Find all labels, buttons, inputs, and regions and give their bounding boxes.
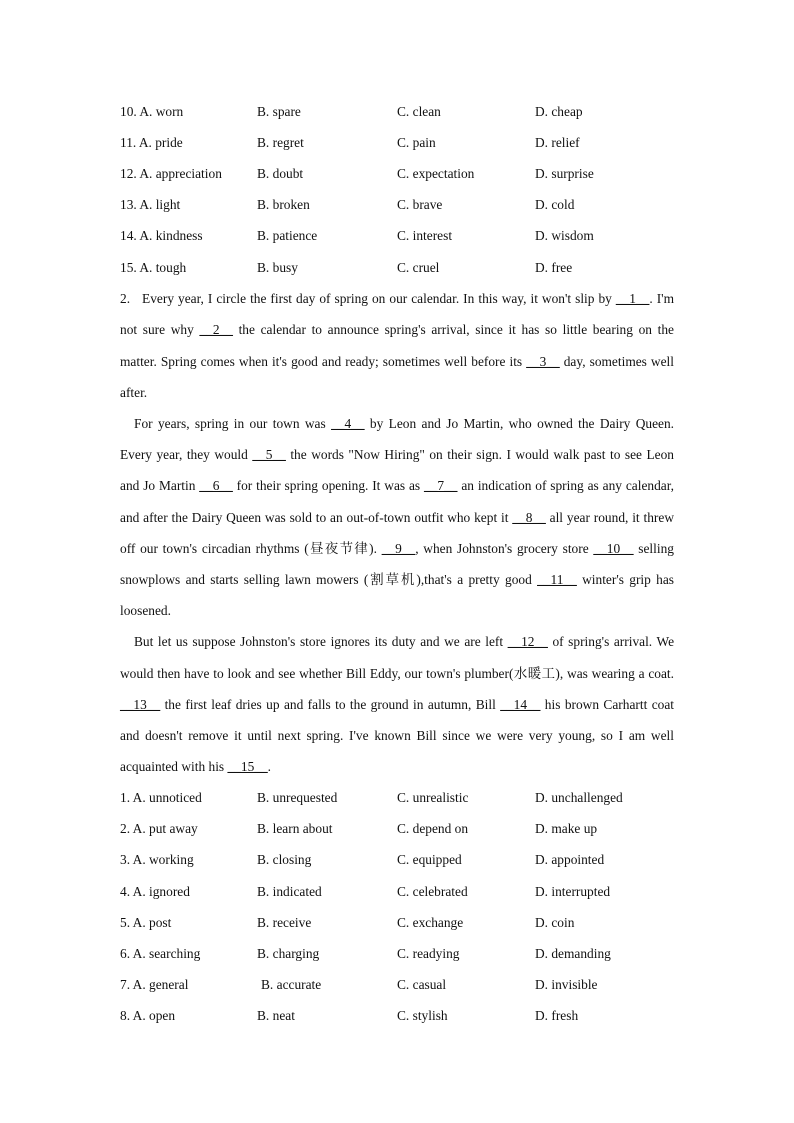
passage-text: of spring's arrival. We would then have to look and see whether Bill Eddy, our town's plumber(水暖工), was wearing a coat. bbox=[120, 634, 675, 681]
passage-text: the words "Now Hiring" on their sign. I would walk past to see Leon and Jo Martin bbox=[120, 447, 674, 494]
blank-5: __5__ bbox=[252, 447, 286, 463]
option-c: C. stylish bbox=[397, 1008, 448, 1024]
blank-2: __2__ bbox=[199, 322, 233, 338]
option-row-6 bbox=[120, 938, 674, 969]
option-a: 12. A. appreciation bbox=[120, 165, 222, 181]
passage-text: by Leon and Jo Martin, who owned the Dairy Queen. Every year, they would bbox=[120, 415, 674, 463]
blank-11: __11__ bbox=[537, 571, 577, 587]
passage-text: , when Johnston's grocery store bbox=[415, 540, 594, 556]
passage-text: an indication of spring as any calendar, and after the Dairy Queen was sold to an out-of-town outfit who kept it bbox=[120, 478, 674, 525]
option-d: D. interrupted bbox=[535, 883, 611, 899]
passage-text: his brown Carhartt coat and doesn't remove it until next spring. I've known Bill since we were very young, so I am well acquainted with his bbox=[120, 696, 674, 775]
option-c: C. cruel bbox=[397, 259, 440, 275]
blank-13: __13__ bbox=[120, 696, 161, 712]
blank-3: __3__ bbox=[526, 353, 560, 369]
passage-text: . bbox=[267, 759, 272, 775]
option-c: C. interest bbox=[397, 228, 453, 244]
option-a: 1. A. unnoticed bbox=[120, 789, 202, 805]
option-d: D. wisdom bbox=[535, 228, 594, 244]
option-b: B. learn about bbox=[257, 821, 333, 837]
option-b: B. receive bbox=[257, 914, 312, 930]
option-row-11 bbox=[120, 127, 674, 158]
option-row-13 bbox=[120, 190, 674, 221]
passage-text: the first leaf dries up and falls to the ground in autumn, Bill bbox=[160, 696, 501, 712]
blank-14: __14__ bbox=[500, 696, 541, 712]
option-c: C. pain bbox=[397, 134, 436, 150]
option-c: C. equipped bbox=[397, 852, 462, 868]
passage-paragraph-3 bbox=[120, 626, 674, 782]
passage-text: selling snowplows and starts selling lawn mowers (割草机),that's a pretty good bbox=[120, 540, 674, 587]
blank-12: __12__ bbox=[507, 634, 548, 650]
blank-4: __4__ bbox=[331, 415, 365, 431]
option-a: 7. A. general bbox=[120, 977, 189, 993]
option-a: 15. A. tough bbox=[120, 259, 187, 275]
option-b: B. regret bbox=[257, 134, 304, 150]
option-b: B. patience bbox=[257, 228, 318, 244]
option-a: 13. A. light bbox=[120, 197, 181, 213]
option-c: C. exchange bbox=[397, 914, 464, 930]
option-b: B. broken bbox=[257, 197, 310, 213]
option-a: 6. A. searching bbox=[120, 945, 201, 961]
option-b: B. unrequested bbox=[257, 789, 338, 805]
option-d: D. cold bbox=[535, 197, 575, 213]
blank-15: __15__ bbox=[227, 759, 268, 775]
option-c: C. depend on bbox=[397, 821, 469, 837]
document-page bbox=[120, 96, 674, 1032]
option-a: 8. A. open bbox=[120, 1008, 176, 1024]
passage-text: the calendar to announce spring's arrival, since it has so little bearing on the matter. Spring comes when it's good and ready; sometimes well before its bbox=[120, 322, 674, 369]
passage-paragraph-1 bbox=[120, 283, 674, 408]
option-row-12 bbox=[120, 158, 674, 189]
option-a: 5. A. post bbox=[120, 914, 172, 930]
option-row-7 bbox=[120, 970, 674, 1001]
option-d: D. relief bbox=[535, 134, 580, 150]
passage-text: for their spring opening. It was as bbox=[232, 478, 424, 494]
option-row-3 bbox=[120, 845, 674, 876]
option-row-8 bbox=[120, 1001, 674, 1032]
option-b: B. charging bbox=[257, 945, 320, 961]
option-b: B. busy bbox=[257, 259, 298, 275]
passage-text: Every year, I circle the first day of spring on our calendar. In this way, it won't slip by bbox=[142, 291, 616, 307]
option-row-10 bbox=[120, 96, 674, 127]
question-number: 2. bbox=[120, 291, 131, 307]
option-b: B. indicated bbox=[257, 883, 322, 899]
option-b: B. closing bbox=[257, 852, 312, 868]
option-c: C. celebrated bbox=[397, 883, 468, 899]
blank-1: __1__ bbox=[615, 291, 650, 307]
passage-text: For years, spring in our town was bbox=[134, 415, 332, 431]
blank-8: __8__ bbox=[512, 509, 546, 525]
option-a: 3. A. working bbox=[120, 852, 194, 868]
option-d: D. free bbox=[535, 259, 573, 275]
option-row-1 bbox=[120, 782, 674, 813]
option-c: C. clean bbox=[397, 103, 441, 119]
option-d: D. appointed bbox=[535, 852, 605, 868]
option-row-15 bbox=[120, 252, 674, 283]
option-d: D. cheap bbox=[535, 103, 583, 119]
passage-text: winter's grip has loosened. bbox=[120, 571, 674, 619]
options-list-top bbox=[120, 96, 674, 283]
option-b: B. doubt bbox=[257, 165, 304, 181]
option-a: 11. A. pride bbox=[120, 134, 183, 150]
passage-text: all year round, it threw off our town's circadian rhythms (昼夜节律). bbox=[120, 509, 674, 556]
option-row-14 bbox=[120, 221, 674, 252]
blank-6: __6__ bbox=[199, 478, 233, 494]
blank-10: __10__ bbox=[593, 540, 634, 556]
option-a: 14. A. kindness bbox=[120, 228, 203, 244]
option-b: B. neat bbox=[257, 1008, 295, 1024]
option-d: D. surprise bbox=[535, 165, 594, 181]
option-a: 2. A. put away bbox=[120, 821, 198, 837]
blank-7: __7__ bbox=[423, 478, 458, 494]
option-d: D. coin bbox=[535, 914, 575, 930]
blank-9: __9__ bbox=[381, 540, 416, 556]
option-row-2 bbox=[120, 814, 674, 845]
option-d: D. demanding bbox=[535, 945, 611, 961]
option-c: C. casual bbox=[397, 977, 447, 993]
option-a: 4. A. ignored bbox=[120, 883, 190, 899]
passage bbox=[120, 283, 674, 782]
passage-text: day, sometimes well after. bbox=[120, 353, 674, 400]
option-c: C. expectation bbox=[397, 165, 475, 181]
option-row-5 bbox=[120, 907, 674, 938]
option-d: D. fresh bbox=[535, 1008, 579, 1024]
option-d: D. invisible bbox=[535, 977, 598, 993]
passage-text: . I'm not sure why bbox=[120, 291, 674, 338]
options-list-bottom bbox=[120, 782, 674, 1032]
option-c: C. readying bbox=[397, 945, 460, 961]
option-c: C. brave bbox=[397, 197, 443, 213]
passage-paragraph-2 bbox=[120, 408, 674, 626]
option-d: D. make up bbox=[535, 821, 598, 837]
option-c: C. unrealistic bbox=[397, 789, 469, 805]
passage-text: But let us suppose Johnston's store ignores its duty and we are left bbox=[134, 634, 508, 650]
option-row-4 bbox=[120, 876, 674, 907]
option-a: 10. A. worn bbox=[120, 103, 184, 119]
option-d: D. unchallenged bbox=[535, 789, 623, 805]
option-b: B. spare bbox=[257, 103, 301, 119]
option-b: B. accurate bbox=[261, 977, 322, 993]
